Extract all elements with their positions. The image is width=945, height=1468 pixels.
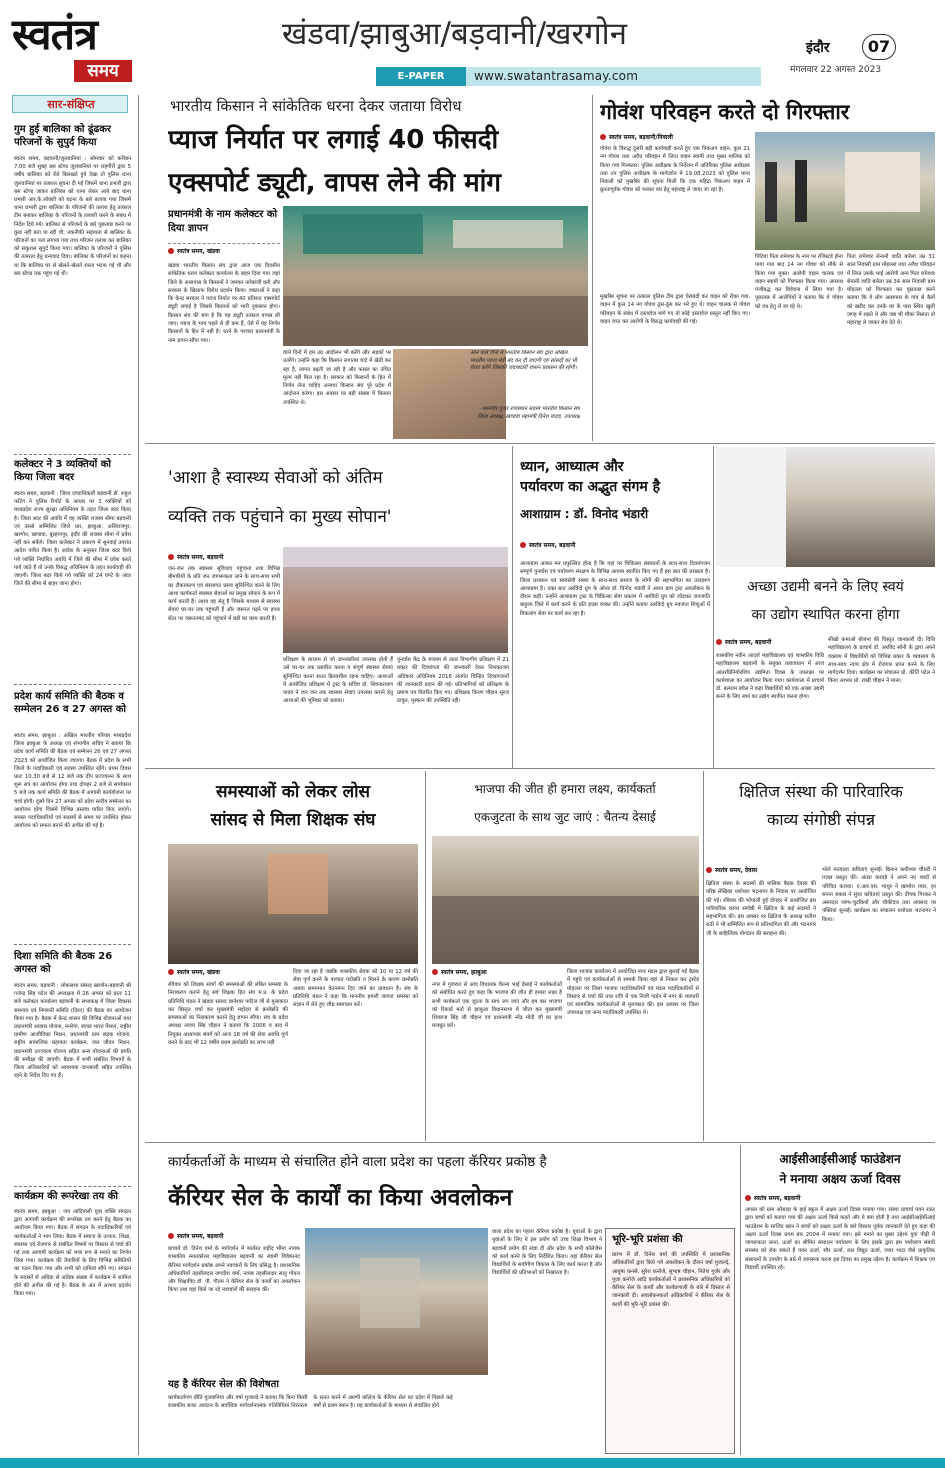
byline-text: स्वतंत्र समय, बड़वानी — [177, 554, 224, 561]
sidebar-body: स्वतंत्र समय, बड़वानी/जुलवानियां : सोमवार को करीबन 7.00 बजे सुबह बस स्टेण्ड जुलवानियां पर राहगीरों द्वारा 5 वर्षीय बालिका को रोते बिलखते हुये देखा तो पुलिस थाना जुलवानियां पर तत्काल सूचना दी गई जिसमें थाना प्रभारी द्वारा बस स्टेण्ड जाकर बालिका को थाना लेकर आये बाद थाना प्रभारी आर.के.लोवंशी को घटना के बारे बताया गया जिसमें थाना प्रभारी द्वारा बालिका के परिजनों की तलाश हेतु तत्काल टीम बनाकर बालिका के परिजनों के तलाशी करने के संबंध में निर्देश दिये गये। बालिका से परिजनों के बारे पूछताछ करने पर कुछ नहीं बता पा रही थी, तकनीकी सहायता से बालिका के परिजनों का पता लगाया गया तथा परिजन तलाश कर बालिका को सकुशल सुपुर्द किया गया। बालिका के परिजनों ने पुलिस की तत्परता हेतु धन्यवाद दिया। बालिका के परिजनों का कहना था कि बालिका घर से खेलते-खेलते रास्ता भटक गई थी और बस स्टेण्ड तक पहुंच गई थी। — [14, 156, 131, 277]
sidebar-headline: प्रदेश कार्य समिति की बैठक व सम्मेलन 26 व 27 अगस्त को — [14, 691, 126, 715]
byline-dot-icon — [432, 969, 438, 975]
edition-city: इंदौर — [806, 40, 830, 56]
byline-dot-icon — [168, 969, 174, 975]
ashram-headline-3: आशाग्राम : डॉ. विनोद भंडारी — [520, 507, 649, 521]
sidebar-headline: दिशा समिति की बैठक 26 अगस्त को — [14, 951, 113, 975]
byline-dot-icon — [168, 554, 174, 560]
sidebar-headline: कलेक्टर ने 3 व्यक्तियों को किया जिला बदर — [14, 459, 112, 483]
entre-photo — [716, 447, 935, 567]
sidebar-headline: कार्यक्रम की रूपरेखा तय की — [14, 1191, 119, 1202]
lead-headline-1: प्याज निर्यात पर लगाई 40 फीसदी — [168, 125, 499, 155]
sidebar-title: सार-संक्षिप्त — [47, 98, 95, 111]
career-kicker: कार्यकर्ताओं के माध्यम से संचालित होने वाला प्रदेश का पहला कॅरियर प्रकोष्ठ है — [168, 1154, 547, 1170]
kshitij-body-2: भोले मतवाला कविताएं सुनाईं। किशन कवीश्वर चौधरी ने ग़ज़ल प्रस्तुत की। अंतरा करवड़े ने अपने नए शब्दों से परिचित कराया। ए.आर.एस. माथुर ने खामोश प्यार, हर सपना सकार ने सुंदर कविताएं प्रस्तुत कीं। दीपक गिरकर ने असरदार व्यंग्य-चुटकियों और चौकीदार तथा अवसाद पर पंक्तियां सुनाईं। कार्यक्रम का संचालन यशोधरा भटनागर ने किया। — [822, 867, 936, 923]
sidebar-body: स्वतंत्र समय, झाबुआ : जय आदिवासी युवा शक्ति संगठन द्वारा आगामी कार्यक्रम की रूपरेखा तय करने हेतु बैठक का आयोजन किया गया। बैठक में संगठन के पदाधिकारियों एवं कार्यकर्ताओं ने भाग लिया। बैठक में समाज के उत्थान, शिक्षा, स्वास्थ्य एवं रोजगार से संबंधित विषयों पर विस्तार से चर्चा की गई तथा आगामी कार्यक्रम को भव्य रूप से मनाने का निर्णय लिया गया। कार्यक्रम की तैयारियों के लिए विभिन्न समितियों का गठन किया गया और सभी को दायित्व सौंपे गए। संगठन के सदस्यों से अधिक से अधिक संख्या में कार्यक्रम में शामिल होने की अपील की गई है। बैठक के अंत में आभार प्रदर्शन किया गया। — [14, 1209, 131, 1298]
byline-text: स्वतंत्र समय, खंडवा — [177, 969, 220, 976]
byline-text: स्वतंत्र समय, बड़वानी — [754, 1195, 801, 1202]
health-body-2: प्रशिक्षण के माध्यम से जो जानकारियां उपलब्ध होती हैं उसे घर-घर तक प्रसारित करना व संपूर्ण स्वास्थ्य सेवाएं सुनिश्चित करना सतत क्रियाशील रहना चाहिए। आशाओं में आयोजित प्रशिक्षण में ट्रस्ट के सचिव डॉ. शिवनारायण यादव ने जन जन तक स्वास्थ्य सेवाएं उपलब्ध कराने हेतु आशाओं की भूमिका को बताया। — [283, 657, 393, 705]
kshitij-body: क्षितिज संस्था के सदस्यों की मासिक बैठक देवास की वरिष्ठ लेखिका यशोधरा भटनागर के निवास पर आयोजित की गई। रविवार की भोपाली हुई दोपहर में आयोजित इस पारिवारिक काव्य संगोष्ठी में क्षितिज के कई सदस्यों ने सहभागिता की। इस अवसर पर क्षितिज के अध्यक्ष सतीश राठी ने भी सम्मिलित रूप से प्रतिभागिता की और भटनागर जी के साहित्यिक योगदान की सराहना की। — [706, 881, 816, 937]
byline-dot-icon — [168, 1233, 174, 1239]
entre-byline — [716, 638, 826, 646]
career-body-2: कार्यकर्तागण प्रीति गुलवानिया और वर्षा मुजाल्दे ने बताया कि बिना किसी शासकीय बजट आवंटन के सर्वाधिक मार्गदर्शनात्मक गतिविधियां निरंतरता के सतत करने में अग्रणी कॉलेज के कॅरियर सेल का प्रदेश में पिछले कई वर्षों से प्रथम स्थान है। यह कार्यकर्ताओं के माध्यम से संचालित होने — [168, 1395, 453, 1410]
health-photo — [283, 547, 508, 653]
ashram-headline-1: ध्यान, आध्यात्म और — [520, 459, 624, 475]
bjp-headline-2: एकजुटता के साथ जुट जाएं : चैतन्य देसाई — [474, 810, 656, 824]
byline-text: स्वतंत्र समय, बड़वानी — [177, 1233, 224, 1240]
issue-date: मंगलवार 22 अगस्त 2023 — [790, 65, 882, 75]
health-body: जन-जन तक स्वास्थ्य सुविधाएं पहुंचाना तथा विभिन्न बीमारियों के प्रति जन जागरूकता लाने के साथ-साथ सभी का टीकाकरण एवं संस्थागत प्रसव सुनिश्चित करने के लिए आशा कार्यकर्ता स्वास्थ्य सेवाओं का प्रमुख सोपान के रूप में कार्य करती हैं। आशा वह सेतु है जिसके माध्यम से स्वास्थ्य सेवाएं घर-घर तक पहुंचती हैं और जरूरत पड़ने पर हायर सेंटर पर जरूरतमंद को पहुंचाने में बड़ी का काम करती हैं। — [168, 566, 280, 622]
bjp-headline-1: भाजपा की जीत ही हमारा लक्ष्य, कार्यकर्ता — [474, 782, 656, 796]
mp-byline — [168, 968, 288, 976]
lead-quote-attribution: -धरमवीर गुर्जर राजस्थान सदस्य भारतीय किसान संघ जिला अध्यक्ष, खण्डवा महामंत्री दिनेश यादव, उपाध्यक्ष — [477, 406, 580, 420]
career-byline — [168, 1232, 318, 1240]
ashram-body: आशाग्राम आकर मन प्रफुल्लित होता है कि यहां पर चिकित्सा संसाधनों के साथ-साथ दिव्यांगजन सम्पूर्ण पुनर्वास एवं पर्यावरण संरक्षण के विभिन्न आयाम स्थापित किए गए हैं इस बात की प्रसन्नता है। जिला प्रशासन एवं स्वयंसेवी संस्था के साथ-साथ समाज के लोगों की सहभागिता का उदाहरण आशाग्राम है। उक्त बात अरविंदो ग्रुप के ओनर डॉ. विनोद भंडारी ने आशा ग्राम ट्रस्ट अवलोकन के दौरान कही। उन्होंने आशाग्राम ट्रस्ट के चिकित्सा सेवा प्रकल्प में अरविंदो ग्रुप को जोड़कर जनजाति बाहुल्य जिले में कार्य करने के प्रति इच्छा व्यक्त की। उन्होंने बताया अरविंदो ग्रुप नवजात शिशुओं में विकलांग सेवा पर कार्य कर रहा है। — [520, 561, 710, 617]
cow-body: गोवंश के विरुद्ध दूसरी बड़ी कार्यवाही करते हुए एक पिकअप वाहन, कुल 21 नग गोवंश तथा अवैध परिवहन में लिप्त वाहन स्वामी तथा मुख्य मालिक को किया गया गिरफ्तार। पुलिस अधीक्षक के निर्देशन में अतिरिक्त पुलिस अधीक्षक तथा उप पुलिस अधीक्षक के मार्गदर्शन में 19.08.2023 को पुलिस थाना निवाली को मुखबिर की सूचना मिली कि एक महिंद्रा पिकअप वाहन में क्रूरतापूर्वक गोवंश को भरकर वध हेतु महाराष्ट्र ले जाया जा रहा है। — [600, 146, 750, 194]
health-body-3: पुनर्वास केंद्र के माध्यम से अंतर विभागीय प्रशिक्षण में 21 प्रकार की दिव्यांगता की जानकारी देकर निशक्तजन अधिकार अधिनियम 2016 अंतर्गत चिन्हित दिव्यांगजनों की जानकारी प्रदान की गई। प्रतिभागियों को प्रशिक्षण के प्रमाण पत्र वितरित किए गए। प्रशिक्षक किरण चौहान सूरज ठाकुर, मुस्कान की उपस्थिति रही। — [397, 657, 509, 705]
kshitij-headline-2: काव्य संगोष्ठी संपन्न — [767, 810, 875, 829]
byline-dot-icon — [716, 639, 722, 645]
sidebar-headline: गुम हुई बालिका को ढूंढकर परिजनों के सुपुर्द किया — [14, 124, 111, 148]
cow-photo — [755, 132, 935, 250]
byline-dot-icon — [520, 542, 526, 548]
career-subhead: यह है कॅरियर सेल की विशेषता — [168, 1379, 279, 1390]
cow-headline: गोवंश परिवहन करते दो गिरफ्तार — [600, 100, 850, 124]
lead-subhead: प्रधानमंत्री के नाम कलेक्टर को दिया ज्ञापन — [168, 209, 278, 234]
newspaper-logo — [12, 12, 172, 88]
byline-text: स्वतंत्र समय, देवास — [715, 867, 758, 874]
footer-bar — [0, 1458, 945, 1468]
epaper-bar — [376, 67, 761, 86]
career-body-3: वाला प्रदेश का पहला कॅरियर प्रकोष्ठ है। युवाओं के द्वारा युवाओं के लिए ये इस प्रयोग को उच्च शिक्षा विभाग ने बड़वानी प्रयोग की संज्ञा दी और प्रदेश के सभी कॉलेजेस को कार्य करने के लिए निर्देशित किया। यहां कॅरियर सेल विद्यार्थियों के सर्वांगीण विकास के लिए कार्य करता है और विद्यार्थियों की प्रतिभाओं को निखारता है। — [492, 1229, 602, 1277]
bjp-body: नगर में गुजरात से आए विधायक चैतन्य भाई देसाई ने कार्यकर्ताओं को संबोधित करते हुए कहा कि भाजपा की जीत ही हमारा लक्ष्य है सभी कार्यकर्ता एक जुटता के साथ लग जाएं और हम बार भाजपा को रिकार्ड मतों से झाबुआ विधानसभा में जीता कर मुख्यमंत्री शिवराज सिंह जी चौहान एवं प्रधानमंत्री नरेंद्र मोदी जी का हाथ मजबूत करें। — [432, 982, 562, 1030]
byline-dot-icon — [745, 1195, 751, 1201]
mp-body: रविवार को शिक्षक संवर्ग की समस्याओं की लंबित समस्या के निराकरण कराने हेतु सर्व शिक्षक हित संघ म.प्र. के प्रदेश प्रतिनिधि मंडल ने खंडवा सांसद ज्ञानेश्वर पाटिल जी से मुलाकात कर विस्तृत चर्चा कर मुख्यमंत्री महोदय से क्रमोन्नति की समस्याओं का निराकरण कराने हेतु ज्ञापन सौंपा। संघ के प्रदेश अध्यक्ष अजय सिंह चौहान ने बताया कि 2006 व बाद में नियुक्त अध्यापक संवर्ग को आज 18 वर्ष की सेवा अवधि पूर्ण करने के बाद भी 12 वर्षीय प्रथम क्रमोन्नति का लाभ नहीं — [168, 982, 288, 1047]
website-link[interactable]: www.swatantrasamay.com — [474, 69, 639, 83]
entre-body-2: सीखो कमाओ योजना की विस्तृत जानकारी दी। विधि महाविद्यालय के प्राचार्य डॉ. अरविंद सोनी के द्वारा अपने वक्तव्य में विद्यार्थियों को विभिन्न प्रकार के व्यवसाय के साथ-साथ न्याय क्षेत्र में रोजगार प्राप्त करने के लिए मार्गदर्शन दिया। कार्यक्रम का संचालन प्रो. कीर्ति पटेल ने किया आभार प्रो. राखी चौहान ने माना। — [828, 637, 935, 685]
byline-text: स्वतंत्र समय, बड़वानी — [529, 542, 576, 549]
entre-body: शासकीय नवीन आदर्श महाविद्यालय एवं शासकीय विधि महाविद्यालय बड़वानी के संयुक्त तत्वावधान में आज आंतरप्रिनियोरशिप उद्यमिता दिवस के उपलक्ष्य पर कार्यशाला का आयोजन किया गया। कार्यशाला में प्राचार्य डॉ. बलराम बघेल ने कहा विद्यार्थियों को एक अच्छा उद्यमी बनने के लिए स्वयं का उद्योग स्थापित करना होगा। — [716, 653, 824, 701]
icici-body: अगस्त को ग्राम ओसाड़ा के हाई स्कूल में अक्षय ऊर्जा दिवस मनाया गया। संस्था प्राचार्य पवन राठर द्वारा बच्चों को बताया गया की अक्षय ऊर्जा किसे कहते और ये क्या होती है तथा आईसीआईसीआई फाउंडेशन के साजिद खान ने बच्चों को अक्षय ऊर्जा के बारे विस्तार पूर्वक जानकारी देते हुए कहा की अक्षय ऊर्जा दिवस प्रथम बार 2004 में मनाया गया। इसे मनाने का मुख्य उद्देश्य युवा पीढ़ी में जागरूकता लाना, ऊर्जा का सीमित संसाधन पर्यावरण के लिए इसके द्वारा इस पर्यावरण संबंधी समस्या को रोक सकते हैं पवन ऊर्जा, सौर ऊर्जा, जल विद्युत ऊर्जा, ज्वार भाटा जैसे प्राकृतिक संसाधनों के उपयोग के बारे में जागरूक करना इस दिवस का प्रमुख उद्देश्य है। कार्यक्रम में शिक्षक एवं विद्यार्थी उपस्थित रहे। — [745, 1207, 935, 1272]
logo-title: स्वतंत्र — [12, 10, 97, 60]
bjp-body-2: जिला भाजपा कार्यालय में आयोजित नगर मंडल द्वारा बुलाई गई बैठक में पहुंचे एवं कार्यकर्ताओं से सम्पर्क किया वहां से निकल कर ट्रस्टेड मोहल्ला पर जिला भाजपा पदाधिकारियों एवं मंडल पदाधिकारियों से विस्तार से चर्चा की तथा रात्रि में एक निजी गार्डन में नगर के व्यापारी एवं सामाजिक कार्यकर्ताओं से मुलाकात की। इस अवसर पर जिला उपाध्यक्ष एवं अन्य पदाधिकारी उपस्थित थे। — [567, 969, 699, 1017]
ashram-headline-2: पर्यावरण का अद्भुत संगम है — [520, 479, 661, 495]
mp-body-2: दिया जा रहा है जबकि शासकीय सेवक को 10 या 12 वर्ष की सेवा पूर्ण करने के पश्चात पदोन्नति न मिलने के कारण क्रमोन्नति अथवा समयमान वेतनमान दिए जाने का प्रावधान है। संघ के प्रतिनिधि मंडल ने कहा कि माननीय हमारी जायज समस्या को संज्ञान में लेते हुए शीघ्र समाधान करें। — [293, 969, 418, 1009]
cow-body-4: पिता रामेश्वर सेनानी जाति बारेला उम्र 31 साल निवासी ग्राम मोहल्ला तथा अवैध परिवहन में लिप्त उसके भाई आरोपी अन्य पिता रामेश्वर सेनानी जाति बारेला उम्र 34 साल निवासी ग्राम मोहल्ला को गिरफ्तार कर पूछताछ करने बताया कि वे लोग आसपास के गांव से बैलों को खरीद कर उनके घर के पास स्थित खुली जगह में रखते थे और जब भी मौका मिलता तो महाराष्ट्र ले जाकर बेच देते थे। — [847, 254, 935, 327]
entre-headline-2: का उद्योग स्थापित करना होगा — [751, 607, 900, 623]
mp-headline-1: समस्याओं को लेकर लोस — [215, 782, 371, 802]
lead-body-2: वाले दिनों में हम उग्र आंदोलन भी करेंगे और सड़कों पर उतरेंगे। उन्होंने कहा कि किसान लगातार घाटे में खेती कर रहा है, लागत बढ़ती जा रही है और फसल का उचित मूल्य नहीं मिल रहा है। सरकार को किसानों के हित में निर्णय लेना चाहिए अन्यथा किसान संघ पूरे प्रदेश में आंदोलन करेगा। इस अवसर पर बड़ी संख्या में किसान उपस्थित थे। — [283, 350, 391, 406]
sidebar-header — [12, 95, 128, 113]
cow-byline — [600, 133, 750, 141]
kshitij-headline-1: क्षितिज संस्था की पारिवारिक — [739, 782, 903, 801]
praise-box — [605, 1228, 735, 1454]
byline-text: स्वतंत्र समय, खंडवा — [177, 248, 220, 255]
sidebar-body: स्वतंत्र समय, बड़वानी : लोकसभा सांसद खरगोन-बड़वानी श्री गजेन्द्र सिंह पटेल की अध्यक्षता में 26 अगस्त को प्रातः 11 बजे कलेक्टर कार्यालय बड़वानी के सभाकक्ष में जिला विकास समन्वय एवं निगरानी समिति (दिशा) की बैठक का आयोजन किया गया है। बैठक में केन्द्र शासन की विभिन्न योजनाओं यथा प्रधानमंत्री आवास योजना, मनरेगा, स्वच्छ भारत मिशन, राष्ट्रीय ग्रामीण आजीविका मिशन, प्रधानमंत्री ग्राम सड़क योजना, राष्ट्रीय सामाजिक सहायता कार्यक्रम, जल जीवन मिशन, प्रधानमंत्री उज्ज्वला योजना सहित अन्य योजनाओं की प्रगति की समीक्षा की जाएगी। बैठक में सभी संबंधित विभागों के जिला अधिकारियों को आवश्यक जानकारी सहित उपस्थित रहने के निर्देश दिए गए हैं। — [14, 983, 131, 1080]
entre-headline-1: अच्छा उद्यमी बनने के लिए स्वयं — [747, 579, 904, 595]
sidebar-body: स्वतंत्र समय, बड़वानी : जिला दण्डाधिकारी बड़वानी डॉ. राहुल फटिंग ने पुलिस रिपोर्ट के आधार पर 3 व्यक्तियों को मध्यप्रदेश राज्य सुरक्षा अधिनियम के तहत जिला बदर किया है। जिला बदर की अवधि में वह व्यक्ति राजस्व सीमा बड़वानी एवं उससे सम्मिलित जिले धार, झाबुआ, अलिराजपुर, खरगोन, खण्डवा, बुरहानपुर, इंदौर की राजस्व सीमा में प्रवेश नहीं कर सकेंगे। जिला कलेक्टर ने प्रकरण में सुनवाई उपरांत आदेश पारित किया है। आदेश के अनुसार जिला बदर किये गये व्यक्ति निर्धारित अवधि में जिले की सीमा में प्रवेश करते पाये जाते हैं तो उनके विरुद्ध अधिनियम के तहत कार्यवाही की जाएगी। जिला बदर किये गये व्यक्ति को 24 घण्टे के अंदर जिले की सीमा से बाहर जाना होगा। — [14, 491, 131, 588]
lead-byline — [168, 247, 280, 255]
career-body: प्राचार्य डॉ. दिनेश वर्मा के मार्गदर्शन में कार्यरत शहीद भीमा नायक शासकीय स्नातकोत्तर महाविद्यालय बड़वानी का स्वामी विवेकानंद कॅरियर मार्गदर्शन प्रकोष्ठ अपने नवाचारों के लिए प्रसिद्ध है। प्रशासनिक अधिकारियों तहसीलदार जगदीश वर्मा, नायब तहसीलदार सानु गोयल और शिक्षाविद डॉ. पी. गौतम ने कॅरियर सेल के कार्यों का अवलोकन किया तथा यहां किये जा रहे नवाचारों की सराहना की। — [168, 1246, 300, 1294]
health-headline-2: व्यक्ति तक पहुंचाने का मुख्य सोपान' — [168, 507, 392, 527]
bjp-byline — [432, 968, 562, 976]
masthead — [0, 0, 945, 92]
lead-headline-2: एक्सपोर्ट ड्यूटी, वापस लेने की मांग — [168, 168, 502, 198]
byline-dot-icon — [600, 134, 606, 140]
praise-box-body: प्रारंभ में डॉ. दिनेश वर्मा की उपस्थिति में प्रशासनिक अधिकारियों द्वारा किये गये अवलोकन के दौरान वर्षा मुजाल्दे, आयुषा कनसे, सुरेश कनोजे, सुभाष चौहान, नितेश गुर्जर और पूजा कनोजे आदि कार्यकर्ताओं ने प्रशासनिक अधिकारियों को कॅरियर सेल के कार्यों और कार्यप्रणाली के बारे में विस्तार से जानकारी दी। अवलोकनकर्ता अधिकारियों ने कॅरियर सेल के कार्यों की भूरि-भूरि प्रशंसा की। — [612, 1252, 730, 1308]
health-headline-1: 'आशा है स्वास्थ्य सेवाओं को अंतिम — [168, 468, 383, 488]
health-byline — [168, 553, 278, 561]
epaper-label: E-PAPER — [376, 67, 466, 86]
byline-text: स्वतंत्र समय, झाबुआ — [441, 969, 487, 976]
byline-text: स्वतंत्र समय, बड़वानी/निवाली — [609, 134, 673, 141]
byline-dot-icon — [706, 867, 712, 873]
edition-cities: खंडवा/झाबुआ/बड़वानी/खरगोन — [282, 16, 627, 52]
byline-dot-icon — [168, 248, 174, 254]
ashram-byline — [520, 541, 670, 549]
career-photo — [305, 1228, 488, 1375]
sidebar-body: स्वतंत्र समय, झाबुआ : अखिल भारतीय परिवार मध्यप्रदेश जिला झाबुआ के अध्यक्ष एवं संभागीय सचिव ने बताया कि प्रदेश कार्य समिति की बैठक एवं सम्मेलन 26 एवं 27 अगस्त 2023 को आयोजित किया जाएगा। बैठक में प्रदेश के सभी जिलों के पदाधिकारी एवं सदस्य उपस्थित रहेंगे। प्रथम दिवस प्रातः 10.30 बजे से 12 बजे तक दीप प्रज्ज्वलन के साथ शुरू सत्र का आयोजन होगा तथा दोपहर 2 बजे से सायंकाल 5 बजे तक कार्य समिति की बैठक में आगामी कार्ययोजना पर चर्चा होगी। दूसरे दिन 27 अगस्त को प्रदेश स्तरीय सम्मेलन का आयोजन होगा जिसमें विभिन्न प्रस्ताव पारित किए जाएंगे। समस्त पदाधिकारियों एवं सदस्यों से समय पर उपस्थित होकर आयोजन को सफल बनाने की अपील की गई है। — [14, 733, 131, 830]
icici-headline-2: ने मनाया अक्षय ऊर्जा दिवस — [779, 1172, 901, 1186]
praise-box-title: भूरि-भूरि प्रशंसा की — [612, 1234, 683, 1245]
lead-body: खंडवा भारतीय किसान संघ द्वारा आज एक दिवसीय सांकेतिक धरना कलेक्टर कार्यालय के बाहर दिया गया जहां जिले के आसपास के किसानों ने जमकर नारेबाजी करी और सरकार के खिलाफ विरोध प्रदर्शन किया। वक्ताओं ने कहा कि केन्द्र सरकार ने प्याज निर्यात पर 40 प्रतिशत एक्सपोर्ट ड्यूटी लगाई है जिससे किसानों को भारी नुकसान होगा। किसान संघ की मांग है कि यह ड्यूटी तत्काल वापस ली जाए। प्याज के भाव पहले से ही कम हैं, ऐसे में यह निर्णय किसानों के हित में नहीं है। धरने के पश्चात प्रधानमंत्री के नाम ज्ञापन सौंपा गया। — [168, 263, 280, 344]
page-number: 07 — [862, 34, 896, 60]
mp-photo — [168, 844, 418, 964]
bjp-photo — [432, 836, 699, 964]
career-headline: कॅरियर सेल के कार्यों का किया अवलोकन — [168, 1185, 513, 1211]
lead-quote: आने वाले दिनों में भारतीय किसान संघ द्वारा अखिल भारतीय प्याज मंडी बंद कर दी जाएगी एवं सांसदों का भी घेराव करेंगे जिसकी जवाबदारी शासन प्रशासन की रहेगी। — [470, 350, 577, 371]
cow-body-3: पिटिया पिता रामेश्वर के नाम पर रजिस्टर्ड होना पाया गया बाद 14 नग गोवंश को मौके से किया गया मुक्त। आरोपी वाहन चालक एवं वाहन स्वामी को गिरफ्तार किया गया। अपराध पंजीबद्ध कर विवेचना में लिया गया है। पूछताछ में आरोपियों ने बताया कि वे गोवंश को वध हेतु ले जा रहे थे। — [755, 254, 843, 310]
lead-photo — [283, 206, 588, 346]
logo-subtitle: समय — [74, 60, 132, 82]
icici-headline-1: आईसीआईसीआई फाउंडेशन — [779, 1152, 901, 1166]
mp-headline-2: सांसद से मिला शिक्षक संघ — [210, 810, 376, 830]
cow-body-2: मुखबिर सूचना पर तत्काल पुलिस टीम द्वारा घेराबंदी कर वाहन को रोका गया, वाहन में कुल 14 नग गोवंश ठूंस-ठूंस कर भरे हुए थे। वाहन चालक से गोवंश परिवहन के संबंध में दस्तावेज मांगे गए तो कोई दस्तावेज प्रस्तुत नहीं किए गए। वाहन जप्त कर आरोपी के विरुद्ध कार्यवाही की गई। — [600, 294, 750, 325]
lead-kicker: भारतीय किसान ने सांकेतिक धरना देकर जताया विरोध — [170, 97, 462, 115]
byline-text: स्वतंत्र समय, बड़वानी — [725, 639, 772, 646]
kshitij-byline — [706, 866, 816, 874]
icici-byline — [745, 1194, 835, 1202]
